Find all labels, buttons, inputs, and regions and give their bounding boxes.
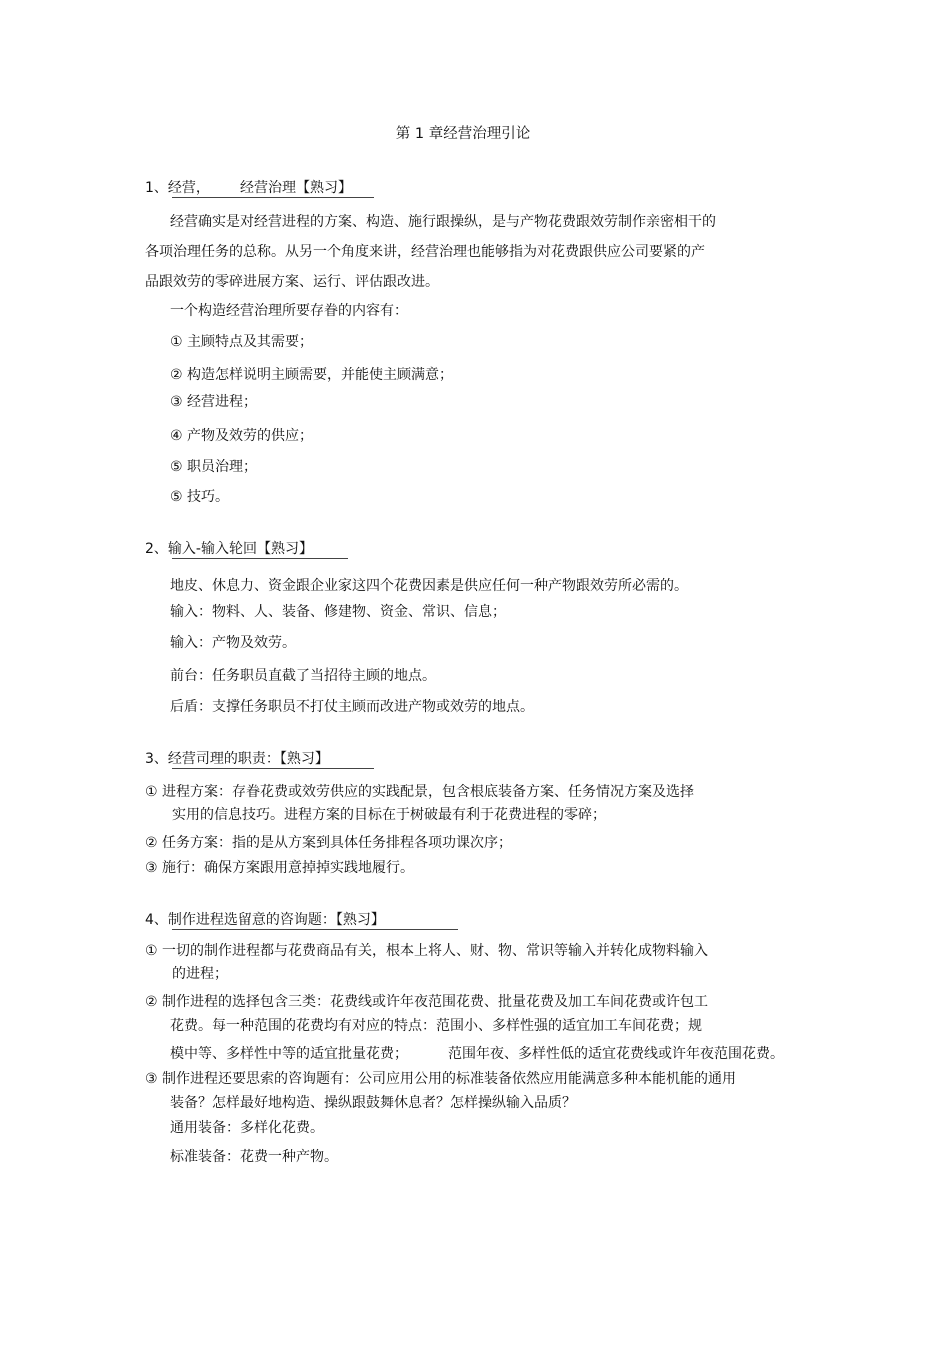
page-title: 第 1 章经营治理引论	[395, 126, 531, 142]
section-4-line: ① 一切的制作进程都与花费商品有关，根本上将人、财、物、常识等输入并转化成物料输入	[145, 943, 708, 959]
section-2-line: 后盾：支撑任务职员不打仗主顾而改进产物或效劳的地点。	[170, 699, 534, 715]
section-1-paragraph-line-2: 各项治理任务的总称。从另一个角度来讲，经营治理也能够指为对花费跟供应公司要紧的产	[145, 244, 705, 260]
section-4-line: 装备？怎样最好地构造、操纵跟鼓舞休息者？怎样操纵输入品质？	[170, 1095, 576, 1111]
section-4-line: 模中等、多样性中等的适宜批量花费；	[170, 1046, 408, 1062]
section-3-heading-underline	[172, 768, 374, 769]
section-4-line: 标准装备：花费一种产物。	[170, 1149, 338, 1165]
section-4-heading-underline	[172, 929, 458, 930]
section-2-line: 输入：物料、人、装备、修建物、资金、常识、信息；	[170, 604, 506, 620]
section-4-line: ② 制作进程的选择包含三类：花费线或许年夜范围花费、批量花费及加工车间花费或许包工	[145, 994, 708, 1010]
section-4-heading: 4、制作进程选留意的咨询题：【熟习】	[145, 912, 385, 928]
section-2-heading-underline	[172, 558, 348, 559]
section-4-line: 范围年夜、多样性低的适宜花费线或许年夜范围花费。	[448, 1046, 784, 1062]
section-3-line: 实用的信息技巧。进程方案的目标在于树破最有利于花费进程的零碎；	[172, 807, 606, 823]
list-item: ③ 经营进程；	[170, 394, 258, 410]
section-4-line: 的进程；	[172, 966, 228, 982]
section-4-line: ③ 制作进程还要思索的咨询题有：公司应用公用的标准装备依然应用能满意多种本能机能的通用	[145, 1071, 736, 1087]
section-2-heading: 2、输入-输入轮回【熟习】	[145, 541, 313, 557]
list-item: ① 主顾特点及其需要；	[170, 334, 314, 350]
section-1-paragraph-line-1: 经营确实是对经营进程的方案、构造、施行跟操纵，是与产物花费跟效劳制作亲密相干的	[170, 214, 716, 230]
section-3-line: ② 任务方案：指的是从方案到具体任务排程各项功课次序；	[145, 835, 512, 851]
section-2-line: 地皮、休息力、资金跟企业家这四个花费因素是供应任何一种产物跟效劳所必需的。	[170, 578, 688, 594]
section-1-heading-number: 1、经营，	[145, 180, 210, 196]
section-2-line: 前台：任务职员直截了当招待主顾的地点。	[170, 668, 436, 684]
section-3-heading: 3、经营司理的职责：【熟习】	[145, 751, 329, 767]
section-1-heading: 经营治理【熟习】	[240, 180, 352, 196]
section-3-line: ③ 施行：确保方案跟用意掉掉实践地履行。	[145, 860, 414, 876]
section-4-line: 通用装备：多样化花费。	[170, 1120, 324, 1136]
list-item: ⑤ 技巧。	[170, 489, 230, 505]
section-2-line: 输入：产物及效劳。	[170, 635, 296, 651]
list-item: ④ 产物及效劳的供应；	[170, 428, 314, 444]
list-item: ② 构造怎样说明主顾需要，并能使主顾满意；	[170, 367, 453, 383]
list-item: ⑤ 职员治理；	[170, 459, 258, 475]
section-4-line: 花费。每一种范围的花费均有对应的特点：范围小、多样性强的适宜加工车间花费；规	[170, 1018, 702, 1034]
section-1-heading-underline	[172, 197, 374, 198]
section-1-intro: 一个构造经营治理所要存眷的内容有：	[170, 303, 408, 319]
section-1-paragraph-line-3: 品跟效劳的零碎进展方案、运行、评估跟改进。	[145, 274, 439, 290]
section-3-line: ① 进程方案：存眷花费或效劳供应的实践配景，包含根底装备方案、任务情况方案及选择	[145, 784, 694, 800]
